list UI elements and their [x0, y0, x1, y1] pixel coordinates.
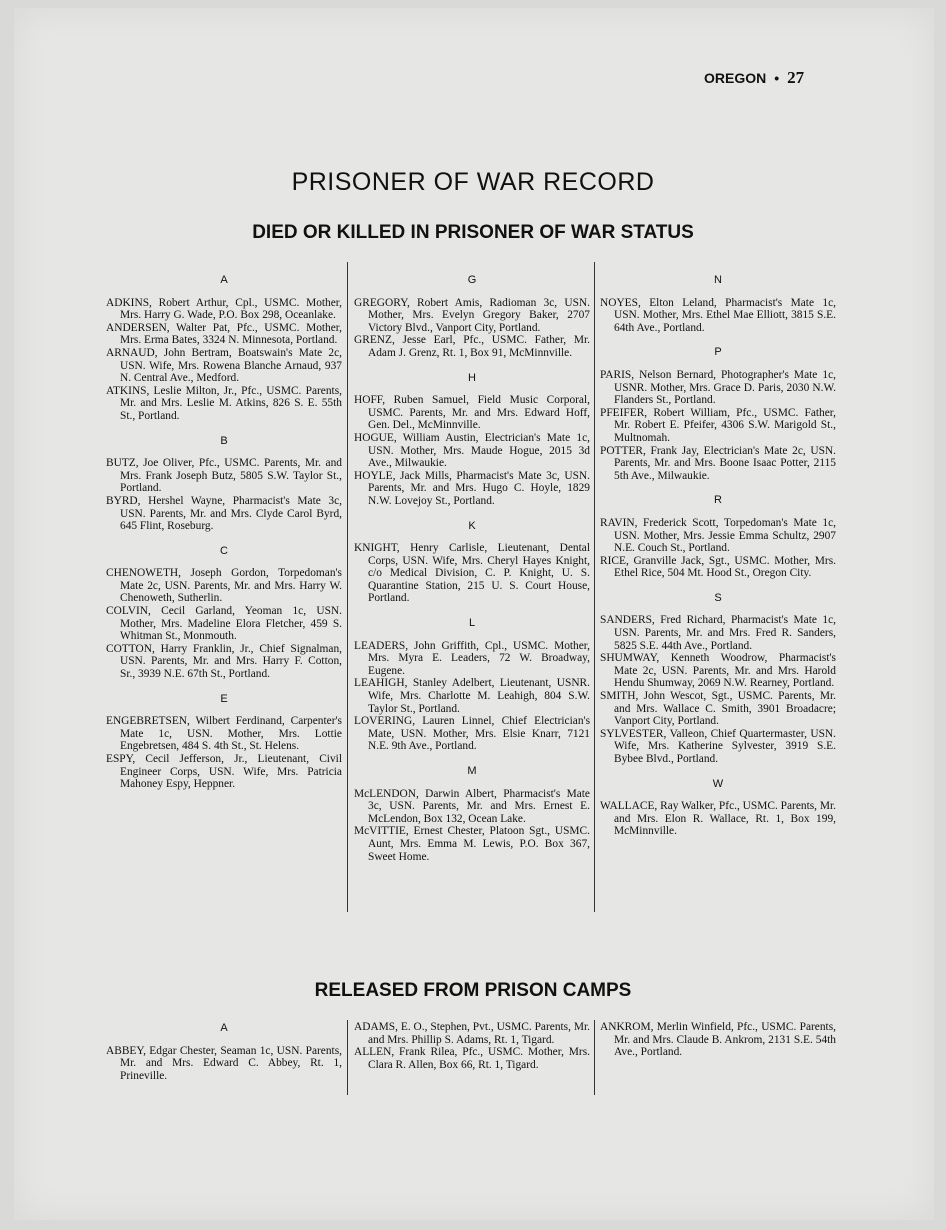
- record-entry: ALLEN, Frank Rilea, Pfc., USMC. Mother, Mrs. Clara R. Allen, Box 66, Rt. 1, Tigard.: [354, 1046, 590, 1071]
- section-heading-released: RELEASED FROM PRISON CAMPS: [314, 980, 632, 1001]
- record-entry: KNIGHT, Henry Carlisle, Lieutenant, Dental Corps, USN. Wife, Mrs. Cheryl Hayes Knight, c/o Medical Division, C. P. Knight, U. S. Quarantine Station, 215 U. S. Court House, Portland.: [354, 542, 590, 605]
- record-entry: SMITH, John Wescot, Sgt., USMC. Parents, Mr. and Mrs. Wallace C. Smith, 3901 Broadacre; Vanport City, Portland.: [600, 690, 836, 728]
- record-entry: SYLVESTER, Valleon, Chief Quartermaster, USN. Wife, Mrs. Katherine Sylvester, 3919 S.E. Bybee Blvd., Portland.: [600, 727, 836, 765]
- record-entry: WALLACE, Ray Walker, Pfc., USMC. Parents, Mr. and Mrs. Elon R. Wallace, Rt. 1, Box 199, McMinnville.: [600, 800, 837, 838]
- section-letter: N: [714, 274, 722, 286]
- record-entry: SANDERS, Fred Richard, Pharmacist's Mate 1c, USN. Parents, Mr. and Mrs. Fred R. Sanders, 5825 S.E. 44th Ave., Portland.: [600, 614, 836, 652]
- bullet-separator: •: [774, 70, 780, 86]
- record-entry: RAVIN, Frederick Scott, Torpedoman's Mate 1c, USN. Mother, Mrs. Jessie Emma Schultz, 2907 N.E. Couch St., Portland.: [600, 516, 836, 555]
- record-entry: PFEIFER, Robert William, Pfc., USMC. Father, Mr. Robert E. Pfeifer, 4306 S.W. Marigold St., Multnomah.: [600, 406, 836, 444]
- record-entry: NOYES, Elton Leland, Pharmacist's Mate 1c, USN. Mother, Mrs. Ethel Mae Elliott, 3815 S.E. 64th Ave., Portland.: [600, 296, 836, 334]
- record-entry: POTTER, Frank Jay, Electrician's Mate 2c, USN. Parents, Mr. and Mrs. Boone Isaac Potter, 2115 5th Ave., Milwaukie.: [600, 444, 836, 482]
- released-column-3: [600, 1021, 836, 1059]
- section-letter: H: [468, 371, 476, 384]
- record-entry: BUTZ, Joe Oliver, Pfc., USMC. Parents, Mr. and Mrs. Frank Joseph Butz, 5805 S.W. Taylor St., Portland.: [106, 457, 342, 495]
- section-letter: L: [468, 617, 476, 630]
- record-entry: GREGORY, Robert Amis, Radioman 3c, USN. Mother, Mrs. Evelyn Gregory Baker, 2707 Victory Blvd., Vanport City, Portland.: [354, 296, 590, 334]
- record-entry: McLENDON, Darwin Albert, Pharmacist's Mate 3c, USN. Parents, Mr. and Mrs. Ernest E. McLendon, Box 132, Ocean Lake.: [354, 787, 590, 825]
- section-letter: M: [467, 765, 477, 777]
- record-entry: GRENZ, Jesse Earl, Pfc., USMC. Father, Mr. Adam J. Grenz, Rt. 1, Box 91, McMinnville.: [354, 334, 590, 359]
- section-letter: W: [712, 777, 724, 790]
- column-3: [600, 262, 836, 838]
- column-divider: [347, 1020, 348, 1095]
- record-entry: BYRD, Hershel Wayne, Pharmacist's Mate 3c, USN. Parents, Mr. and Mrs. Clyde Carol Byrd, 645 Flint, Roseburg.: [106, 494, 342, 533]
- section-letter: B: [220, 434, 228, 447]
- section-letter: A: [220, 1022, 228, 1034]
- record-entry: CHENOWETH, Joseph Gordon, Torpedoman's Mate 2c, USN. Parents, Mr. and Mrs. Harry W. Chenoweth, Sutherlin.: [106, 567, 342, 605]
- section-letter: G: [467, 274, 477, 286]
- record-entry: COTTON, Harry Franklin, Jr., Chief Signalman, USN. Parents, Mr. and Mrs. Harry F. Cotton, Sr., 3939 N.E. 67th St., Portland.: [106, 642, 342, 681]
- record-entry: ABBEY, Edgar Chester, Seaman 1c, USN. Parents, Mr. and Mrs. Edward C. Abbey, Rt. 1, Prineville.: [106, 1044, 342, 1082]
- record-entry: ADKINS, Robert Arthur, Cpl., USMC. Mother, Mrs. Harry G. Wade, P.O. Box 298, Oceanlake.: [106, 296, 342, 322]
- record-entry: LEAHIGH, Stanley Adelbert, Lieutenant, USNR. Wife, Mrs. Charlotte M. Leahigh, 804 S.W. Taylor St., Portland.: [354, 677, 590, 715]
- record-entry: SHUMWAY, Kenneth Woodrow, Pharmacist's Mate 2c, USN. Parents, Mr. and Mrs. Harold Hendu Shumway, 2069 N.W. Rearney, Portland.: [600, 652, 836, 690]
- section-letter: R: [714, 494, 722, 507]
- section-letter: E: [220, 692, 228, 705]
- column-divider: [594, 1020, 595, 1095]
- record-entry: McVITTIE, Ernest Chester, Platoon Sgt., USMC. Aunt, Mrs. Emma M. Lewis, P.O. Box 367, Sweet Home.: [354, 825, 590, 863]
- record-entry: RICE, Granville Jack, Sgt., USMC. Mother, Mrs. Ethel Rice, 504 Mt. Hood St., Oregon City.: [600, 554, 836, 580]
- section-letter: P: [714, 346, 722, 359]
- section-letter: A: [220, 274, 228, 286]
- column-1: [106, 262, 342, 791]
- record-entry: ANDERSEN, Walter Pat, Pfc., USMC. Mother, Mrs. Erma Bates, 3324 N. Minnesota, Portland.: [106, 321, 342, 347]
- released-column-2: [354, 1021, 590, 1071]
- record-entry: ADAMS, E. O., Stephen, Pvt., USMC. Parents, Mr. and Mrs. Phillip S. Adams, Rt. 1, Tigard.: [354, 1021, 590, 1046]
- section-letter: S: [714, 591, 722, 604]
- section-letter: K: [468, 519, 476, 532]
- record-entry: ENGEBRETSEN, Wilbert Ferdinand, Carpenter's Mate 1c, USN. Mother, Mrs. Lottie Engebretsen, 484 S. 4th St., St. Helens.: [106, 715, 342, 753]
- section-letter: C: [220, 544, 228, 557]
- record-entry: HOFF, Ruben Samuel, Field Music Corporal, USMC. Parents, Mr. and Mrs. Edward Hoff, Gen. Del., McMinnville.: [354, 394, 590, 432]
- released-column-1: [106, 1010, 342, 1082]
- record-entry: ATKINS, Leslie Milton, Jr., Pfc., USMC. Parents, Mr. and Mrs. Leslie M. Atkins, 826 S. E. 55th St., Portland.: [106, 384, 342, 422]
- page-title: PRISONER OF WAR RECORD: [291, 168, 655, 196]
- record-entry: PARIS, Nelson Bernard, Photographer's Mate 1c, USNR. Mother, Mrs. Grace D. Paris, 2030 N.W. Flanders St., Portland.: [600, 368, 836, 407]
- record-entry: LEADERS, John Griffith, Cpl., USMC. Mother, Mrs. Myra E. Leaders, 72 W. Broadway, Eugene.: [354, 639, 590, 677]
- column-2: [354, 262, 590, 863]
- record-entry: HOGUE, William Austin, Electrician's Mate 1c, USN. Mother, Mrs. Maude Hogue, 2015 3d Ave., Milwaukie.: [354, 431, 590, 470]
- record-entry: HOYLE, Jack Mills, Pharmacist's Mate 3c, USN. Parents, Mr. and Mrs. Hugo C. Hoyle, 1829 N.W. Lovejoy St., Portland.: [354, 469, 590, 507]
- running-header: [704, 68, 844, 88]
- record-entry: COLVIN, Cecil Garland, Yeoman 1c, USN. Mother, Mrs. Madeline Elora Fletcher, 459 S. Whitman St., Monmouth.: [106, 605, 342, 643]
- page-number: 27: [787, 68, 805, 87]
- column-divider: [347, 262, 348, 912]
- record-entry: LOVERING, Lauren Linnel, Chief Electrician's Mate, USN. Mother, Mrs. Elsie Knarr, 7121 N.E. 9th Ave., Portland.: [354, 715, 590, 753]
- header-state: OREGON: [704, 70, 767, 86]
- record-entry: ARNAUD, John Bertram, Boatswain's Mate 2c, USN. Wife, Mrs. Rowena Blanche Arnaud, 937 N. Central Ave., Medford.: [106, 346, 342, 385]
- record-entry: ANKROM, Merlin Winfield, Pfc., USMC. Parents, Mr. and Mrs. Claude B. Ankrom, 2131 S.E. 54th Ave., Portland.: [600, 1021, 836, 1059]
- section-heading-died: DIED OR KILLED IN PRISONER OF WAR STATUS: [252, 222, 694, 243]
- column-divider: [594, 262, 595, 912]
- record-entry: ESPY, Cecil Jefferson, Jr., Lieutenant, Civil Engineer Corps, USN. Wife, Mrs. Patricia Mahoney Espy, Heppner.: [106, 753, 342, 791]
